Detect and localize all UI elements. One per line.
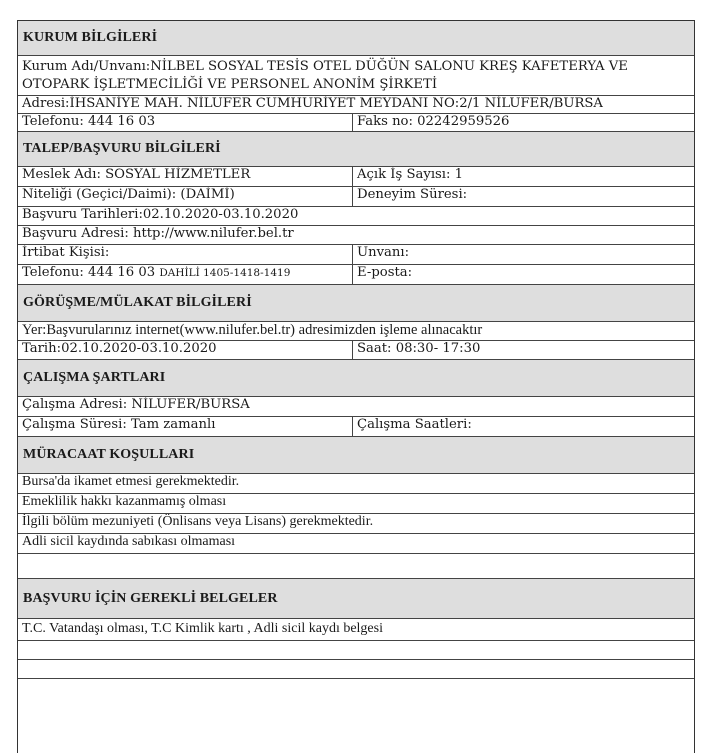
talep-unvani: Unvanı: [357, 245, 410, 260]
gorusme-saat: Saat: 08:30- 17:30 [357, 341, 481, 356]
talep-telefon-dahili: DAHİLİ 1405-1418-1419 [159, 267, 291, 279]
muracaat-item-3: İlgili bölüm mezuniyeti (Önlisans veya Lisans) gerekmektedir. [22, 514, 374, 529]
blank-cell [18, 641, 694, 659]
gorusme-tarih: Tarih:02.10.2020-03.10.2020 [18, 341, 353, 359]
belgeler-blank-row [18, 660, 694, 679]
calisma-sure-row [18, 417, 694, 437]
calisma-sure: Çalışma Süresi: Tam zamanlı [18, 417, 353, 436]
kurum-unvan-row [18, 56, 694, 96]
talep-meslek-row [18, 167, 694, 187]
job-posting-form [17, 20, 695, 753]
section-header-belgeler: BAŞVURU İÇİN GEREKLİ BELGELER [18, 579, 694, 619]
kurum-telefon: Telefonu: 444 16 03 [18, 114, 353, 131]
gorusme-yer: Yer:Başvurularınız internet(www.nilufer.bel.tr) adresimizden işleme alınacaktır [22, 322, 483, 338]
section-header-muracaat: MÜRACAAT KOŞULLARI [18, 437, 694, 474]
blank-cell [18, 554, 694, 578]
calisma-adres: Çalışma Adresi: NİLÜFER/BURSA [22, 397, 250, 412]
kurum-faks: Faks no: 02242959526 [357, 114, 510, 129]
kurum-unvan: Kurum Adı/Unvanı:NİLBEL SOSYAL TESİS OTEL DÜĞÜN SALONU KREŞ KAFETERYA VE OTOPARK İŞLETMECİLİĞİ VE PERSONEL ANONİM ŞİRKETİ [22, 59, 628, 92]
talep-telefon [18, 265, 353, 284]
talep-deneyim: Deneyim Süresi: [357, 187, 468, 202]
talep-tarihler-row [18, 207, 694, 226]
section-header-calisma: ÇALIŞMA ŞARTLARI [18, 360, 694, 397]
muracaat-blank-row [18, 554, 694, 579]
belgeler-item [18, 619, 694, 641]
talep-irtibat-row [18, 245, 694, 265]
talep-meslek: Meslek Adı: SOSYAL HİZMETLER [18, 167, 353, 186]
muracaat-item-1: Bursa'da ikamet etmesi gerekmektedir. [22, 474, 240, 489]
section-header-talep: TALEP/BAŞVURU BİLGİLERİ [18, 132, 694, 167]
section-header-gorusme: GÖRÜŞME/MÜLAKAT BİLGİLERİ [18, 285, 694, 322]
muracaat-item-4: Adli sicil kaydında sabıkası olmaması [22, 534, 236, 549]
talep-telefon-row [18, 265, 694, 285]
belgeler-blank-row [18, 641, 694, 660]
muracaat-item [18, 534, 694, 554]
kurum-telefon-row [18, 114, 694, 132]
gorusme-tarih-row [18, 341, 694, 360]
muracaat-item-2: Emeklilik hakkı kazanmamış olması [22, 494, 227, 509]
blank-cell [18, 660, 694, 678]
muracaat-item [18, 514, 694, 534]
talep-acik-is: Açık İş Sayısı: 1 [357, 167, 464, 182]
talep-nitelik: Niteliği (Geçici/Daimi): (DAİMİ) [18, 187, 353, 206]
talep-adres: Başvuru Adresi: http://www.nilufer.bel.tr [22, 226, 294, 241]
calisma-adres-row [18, 397, 694, 417]
talep-eposta: E-posta: [357, 265, 413, 280]
talep-irtibat: İrtibat Kişisi: [18, 245, 353, 264]
talep-nitelik-row [18, 187, 694, 207]
talep-tarihler: Başvuru Tarihleri:02.10.2020-03.10.2020 [22, 207, 299, 222]
kurum-adres-row [18, 96, 694, 114]
muracaat-item [18, 474, 694, 494]
section-header-kurum: KURUM BİLGİLERİ [18, 21, 694, 56]
muracaat-item [18, 494, 694, 514]
belgeler-item-1: T.C. Vatandaşı olması, T.C Kimlik kartı , Adli sicil kaydı belgesi [22, 621, 383, 636]
calisma-saatler: Çalışma Saatleri: [357, 417, 472, 432]
talep-telefon-main: Telefonu: 444 16 03 [22, 265, 160, 280]
kurum-adres: Adresi:İHSANİYE MAH. NİLÜFER CUMHURİYET MEYDANI NO:2/1 NİLÜFER/BURSA [22, 96, 603, 111]
gorusme-yer-row [18, 322, 694, 341]
talep-adres-row [18, 226, 694, 245]
